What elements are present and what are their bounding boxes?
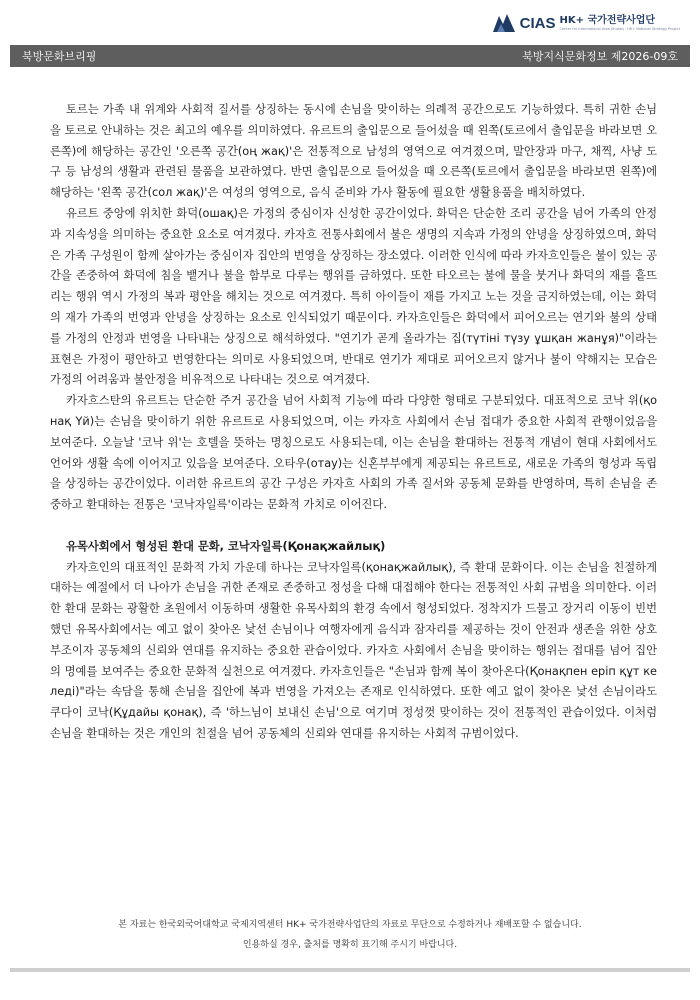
body-paragraph: 유르트 중앙에 위치한 화덕(ошақ)은 가정의 중심이자 신성한 공간이었다. 화덕은 단순한 조리 공간을 넘어 가족의 안정과 지속성을 의미하는 중요한 요소로 여겨졌다. 카자흐 전통사회에서 불은 생명의 지속과 가정의 안녕을 상징하였으며, 화덕은 가족 구성원이 함께 살아가는 중심이자 집안의 번영을 상징하는 장소였다. 이러한 인식에 따라 카자흐인들은 불이 있는 공간을 존중하여 화덕에 침을 뱉거나 불을 함부로 다루는 행위를 금하였다. 또한 타오르는 불에 물을 붓거나 화덕의 재를 흩뜨리는 행위 역시 가정의 복과 평안을 해치는 것으로 여겨졌다. 특히 아이들이 재를 가지고 노는 것을 금지하였는데, 이는 화덕의 재가 가족의 번영과 안녕을 상징하는 요소로 인식되었기 때문이다. 카자흐인들은 화덕에서 피어오르는 연기와 불의 상태를 가정의 안정과 번영을 나타내는 상징으로 해석하였다. "연기가 곧게 올라가는 집(түтіні түзу ұшқан жанұя)"이라는 표현은 가정이 평안하고 번영한다는 의미로 사용되었으며, 반대로 연기가 제대로 피어오르지 않거나 불이 약해지는 모습은 가정의 어려움과 불안정을 비유적으로 나타내는 것으로 여겨졌다. [50, 206, 657, 387]
logo-subtitle: Center for International Area Studies · HK+ National Strategy Project [559, 26, 680, 31]
cias-emblem-icon [491, 12, 517, 34]
logo-acronym: CIAS [519, 14, 556, 32]
article-body [50, 100, 657, 745]
body-paragraph: 카자흐스탄의 유르트는 단순한 주거 공간을 넘어 사회적 기능에 따라 다양한 형태로 구분되었다. 대표적으로 코낙 위(қонақ Үй)는 손님을 맞이하기 위한 유르트로 사용되었으며, 이는 카자흐 사회에서 손님 접대가 중요한 사회적 관행이었음을 보여준다. 오늘날 '코낙 위'는 호텔을 뜻하는 명칭으로도 사용되는데, 이는 손님을 환대하는 전통적 개념이 현대 사회에서도 언어와 생활 속에 이어지고 있음을 보여준다. 오타우(отау)는 신혼부부에게 제공되는 유르트로, 새로운 가족의 형성과 독립을 상징하는 공간이었다. 이러한 유르트의 공간 구성은 카자흐 사회의 가족 질서와 공동체 문화를 반영하며, 특히 손님을 존중하고 환대하는 전통은 '코낙자일륵'이라는 문화적 가치로 이어진다. [50, 394, 657, 512]
logo-org-title: HK+ 국가전략사업단 [559, 14, 656, 26]
header-issue-label: 북방지식문화정보 제2026-09호 [522, 50, 678, 63]
section-paragraph: 카자흐인의 대표적인 문화적 가치 가운데 하나는 코낙자일륵(қонақжайлық), 즉 환대 문화이다. 이는 손님을 친절하게 대하는 예절에서 더 나아가 손님을 귀한 존재로 존중하고 정성을 다해 대접해야 한다는 전통적인 사회 규범을 의미한다. 이러한 환대 문화는 광활한 초원에서 이동하며 생활한 유목사회의 환경 속에서 형성되었다. 정착지가 드물고 장거리 이동이 빈번했던 유목사회에서는 예고 없이 찾아온 낯선 손님이나 여행자에게 음식과 잠자리를 제공하는 것이 안전과 생존을 위한 상호부조이자 공동체의 신뢰와 연대를 유지하는 중요한 관습이었다. 카자흐 사회에서 손님을 맞이하는 행위는 접대를 넘어 집안의 명예를 보여주는 중요한 문화적 실천으로 여겨졌다. 카자흐인들은 "손님과 함께 복이 찾아온다(Қонақпен еріп құт келеді)"라는 속담을 통해 손님을 집안에 복과 번영을 가져오는 존재로 인식하였다. 또한 예고 없이 찾아온 낯선 손님이라도 쿠다이 코낙(Құдайы қонақ), 즉 '하느님이 보내신 손님'으로 여기며 정성껏 맞이하는 것이 전통적인 관습이었다. 이처럼 손님을 환대하는 것은 개인의 친절을 넘어 공동체의 신뢰와 연대를 유지하는 사회적 규범이었다. [50, 560, 657, 740]
footer-divider [10, 968, 690, 972]
body-paragraph: 토르는 가족 내 위계와 사회적 질서를 상징하는 동시에 손님을 맞이하는 의례적 공간으로도 기능하였다. 특히 귀한 손님을 토르로 안내하는 것은 최고의 예우를 의미하였다. 유르트의 출입문으로 들어섰을 때 왼쪽(토르에서 출입문을 바라보면 오른쪽)에 해당하는 공간인 '오른쪽 공간(оң жақ)'은 전통적으로 남성의 영역으로 여겨졌으며, 말안장과 마구, 채찍, 사냥 도구 등 남성의 생활과 관련된 물품을 보관하였다. 반면 출입문으로 들어섰을 때 오른쪽(토르에서 출입문을 바라보면 왼쪽)에 해당하는 '왼쪽 공간(сол жақ)'은 여성의 영역으로, 음식 준비와 가사 활동에 필요한 생활용품을 배치하였다. [50, 103, 657, 200]
copyright-notice [0, 915, 700, 955]
section-heading: 유목사회에서 형성된 환대 문화, 코낙자일륵(Қонақжайлық) [66, 539, 386, 553]
copyright-line-2: 인용하실 경우, 출처를 명확히 표기해 주시기 바랍니다. [242, 940, 458, 950]
cias-logo [491, 12, 680, 34]
header-series-label: 북방문화브리핑 [22, 50, 97, 63]
copyright-line-1: 본 자료는 한국외국어대학교 국제지역센터 HK+ 국가전략사업단의 자료로 무단으로 수정하거나 재배포할 수 없습니다. [118, 920, 582, 930]
header-bar [10, 45, 690, 67]
